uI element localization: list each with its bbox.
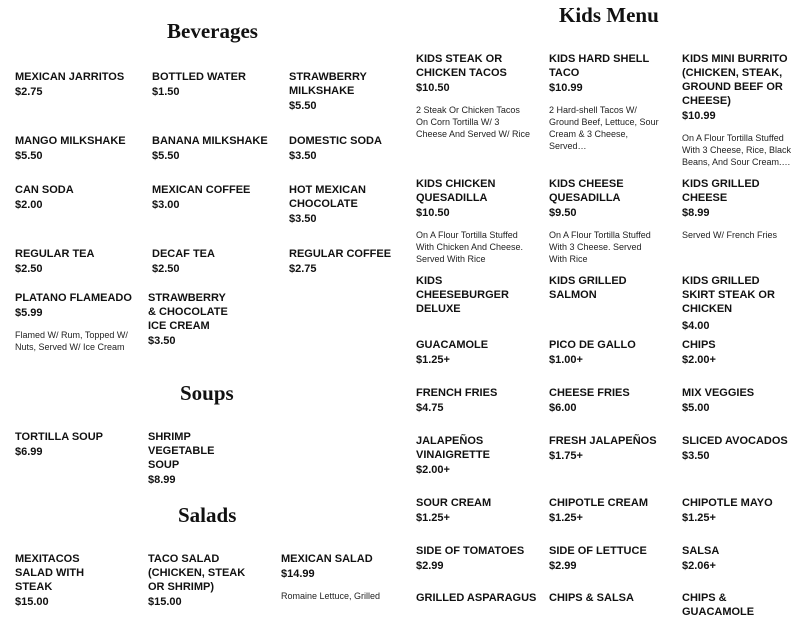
menu-item-mexitacos-salad[interactable] <box>15 552 115 609</box>
item-name: KIDS HARD SHELL TACO <box>549 53 650 79</box>
item-price: $2.99 <box>549 560 577 572</box>
item-name: KIDS GRILLED CHEESE <box>682 178 760 204</box>
menu-item-chips-and-salsa[interactable] <box>549 591 674 605</box>
menu-item-jalapenos-vinaigrette[interactable] <box>416 434 516 477</box>
item-price: $3.50 <box>289 150 317 162</box>
item-price: $1.25+ <box>549 512 583 524</box>
item-description: On A Flour Tortilla Stuffed With 3 Cheese. Served With Rice <box>549 230 651 264</box>
item-price: $10.99 <box>682 110 716 122</box>
item-name: KIDS CHICKEN QUESADILLA <box>416 178 496 204</box>
item-description: Served W/ French Fries <box>682 230 778 240</box>
item-price: $3.50 <box>289 213 317 225</box>
menu-item-can-soda[interactable] <box>15 183 140 212</box>
item-price: $14.99 <box>281 568 315 580</box>
item-price: $9.50 <box>549 207 577 219</box>
menu-item-mango-milkshake[interactable] <box>15 134 140 163</box>
menu-item-sour-cream[interactable] <box>416 496 531 525</box>
menu-item-kids-chicken-quesadilla[interactable] <box>416 177 531 265</box>
item-price: $2.75 <box>15 86 43 98</box>
item-price: $1.00+ <box>549 354 583 366</box>
salads-section <box>0 545 400 608</box>
item-name: DOMESTIC SODA <box>289 135 382 147</box>
item-price: $10.99 <box>549 82 583 94</box>
item-name: CHIPS & SALSA <box>549 592 634 604</box>
item-price: $3.50 <box>682 450 710 462</box>
item-name: SHRIMP VEGETABLE SOUP <box>148 431 215 471</box>
item-name: CHIPOTLE MAYO <box>682 497 773 509</box>
item-name: CHIPS <box>682 339 716 351</box>
menu-item-shrimp-vegetable-soup[interactable] <box>148 430 248 487</box>
menu-item-mexican-jarritos[interactable] <box>15 70 140 99</box>
menu-item-decaf-tea[interactable] <box>152 247 277 276</box>
menu-item-strawberry-milkshake[interactable] <box>289 70 379 113</box>
item-name: MIX VEGGIES <box>682 387 755 399</box>
menu-item-side-of-tomatoes[interactable] <box>416 544 531 573</box>
item-name: REGULAR TEA <box>15 248 95 260</box>
item-name: SIDE OF LETTUCE <box>549 545 647 557</box>
menu-item-salsa[interactable] <box>682 544 792 573</box>
menu-item-mexican-coffee[interactable] <box>152 183 277 212</box>
menu-item-mexican-salad[interactable] <box>281 552 391 602</box>
item-description: Flamed W/ Rum, Topped W/ Nuts, Served W/ Ice Cream <box>15 330 128 352</box>
menu-item-kids-cheeseburger-deluxe[interactable] <box>416 274 531 317</box>
item-name: PICO DE GALLO <box>549 339 636 351</box>
menu-item-regular-tea[interactable] <box>15 247 140 276</box>
item-price: $2.00+ <box>682 354 716 366</box>
menu-item-chips-and-guacamole[interactable] <box>682 591 800 619</box>
item-price: $2.99 <box>416 560 444 572</box>
item-price: $3.00 <box>152 199 180 211</box>
item-name: KIDS GRILLED SALMON <box>549 275 627 301</box>
item-name: TORTILLA SOUP <box>15 431 103 443</box>
item-name: MANGO MILKSHAKE <box>15 135 126 147</box>
item-name: CAN SODA <box>15 184 74 196</box>
item-name: DECAF TEA <box>152 248 215 260</box>
item-name: SOUR CREAM <box>416 497 492 509</box>
item-price: $2.50 <box>152 263 180 275</box>
item-name: KIDS MINI BURRITO (CHICKEN, STEAK, GROUND BEEF OR CHEESE) <box>682 53 788 107</box>
item-name: STRAWBERRY & CHOCOLATE ICE CREAM <box>148 292 228 332</box>
item-name: FRENCH FRIES <box>416 387 498 399</box>
item-name: SLICED AVOCADOS <box>682 435 788 447</box>
menu-item-kids-mini-burrito[interactable] <box>682 52 792 168</box>
menu-item-kids-hard-shell-taco[interactable] <box>549 52 659 152</box>
item-name: GRILLED ASPARAGUS <box>416 592 537 604</box>
item-name: MEXICAN COFFEE <box>152 184 251 196</box>
menu-item-banana-milkshake[interactable] <box>152 134 277 163</box>
menu-item-side-of-lettuce[interactable] <box>549 544 664 573</box>
item-name: FRESH JALAPEÑOS <box>549 435 657 447</box>
item-name: HOT MEXICAN CHOCOLATE <box>289 184 366 210</box>
item-name: CHIPS & GUACAMOLE <box>682 592 755 618</box>
item-description: 2 Steak Or Chicken Tacos On Corn Tortilla W/ 3 Cheese And Served W/ Rice <box>416 105 531 139</box>
item-price: $5.50 <box>152 150 180 162</box>
item-price: $15.00 <box>148 596 182 608</box>
item-price: $1.25+ <box>416 354 450 366</box>
item-price: $5.50 <box>289 100 317 112</box>
item-price: $2.75 <box>289 263 317 275</box>
menu-item-regular-coffee[interactable] <box>289 247 399 276</box>
item-name: KIDS STEAK OR CHICKEN TACOS <box>416 53 507 79</box>
item-name: BANANA MILKSHAKE <box>152 135 268 147</box>
item-name: SALSA <box>682 545 720 557</box>
item-name: CHIPOTLE CREAM <box>549 497 648 509</box>
item-price: $2.00 <box>15 199 43 211</box>
kids-menu-heading: Kids Menu <box>559 3 659 27</box>
item-price: $5.99 <box>15 307 43 319</box>
menu-item-strawberry-chocolate-ice-cream[interactable] <box>148 291 233 348</box>
menu-item-kids-grilled-cheese[interactable] <box>682 177 797 241</box>
menu-item-cheese-fries[interactable] <box>549 386 664 415</box>
item-price: $15.00 <box>15 596 49 608</box>
menu-item-chips[interactable] <box>682 338 792 367</box>
menu-item-chipotle-cream[interactable] <box>549 496 664 525</box>
item-name: GUACAMOLE <box>416 339 489 351</box>
menu-item-kids-grilled-salmon[interactable] <box>549 274 654 303</box>
dessert-section <box>0 292 400 372</box>
item-price: $4.00 <box>682 320 710 332</box>
item-name: MEXICAN JARRITOS <box>15 71 125 83</box>
menu-item-guacamole[interactable] <box>416 338 531 367</box>
item-price: $5.00 <box>682 402 710 414</box>
menu-item-sliced-avocados[interactable] <box>682 434 792 463</box>
item-price: $2.50 <box>15 263 43 275</box>
menu-item-platano-flameado[interactable] <box>15 291 135 353</box>
item-price: $6.00 <box>549 402 577 414</box>
item-price: $2.06+ <box>682 560 716 572</box>
menu-item-taco-salad[interactable] <box>148 552 253 609</box>
menu-item-mix-veggies[interactable] <box>682 386 792 415</box>
menu-item-fresh-jalapenos[interactable] <box>549 434 664 463</box>
soups-heading: Soups <box>180 381 234 405</box>
item-price: $1.25+ <box>682 512 716 524</box>
item-price: $2.00+ <box>416 464 450 476</box>
item-name: MEXITACOS SALAD WITH STEAK <box>15 553 85 593</box>
item-description: Romaine Lettuce, Grilled <box>281 591 381 601</box>
item-name: TACO SALAD (CHICKEN, STEAK OR SHRIMP) <box>148 553 246 593</box>
menu-item-tortilla-soup[interactable] <box>15 430 140 459</box>
item-description: On A Flour Tortilla Stuffed With Chicken And Cheese. Served With Rice <box>416 230 524 264</box>
menu-item-chipotle-mayo[interactable] <box>682 496 792 525</box>
item-price: $5.50 <box>15 150 43 162</box>
item-name: PLATANO FLAMEADO <box>15 292 132 304</box>
menu-item-kids-grilled-skirt-steak[interactable] <box>682 274 792 333</box>
item-name: BOTTLED WATER <box>152 71 246 83</box>
menu-item-kids-cheese-quesadilla[interactable] <box>549 177 654 265</box>
sides-bottom-row <box>400 588 800 618</box>
item-price: $1.50 <box>152 86 180 98</box>
item-price: $1.25+ <box>416 512 450 524</box>
menu-item-hot-mexican-chocolate[interactable] <box>289 183 379 226</box>
salads-heading: Salads <box>178 503 237 527</box>
item-name: CHEESE FRIES <box>549 387 630 399</box>
item-name: MEXICAN SALAD <box>281 553 373 565</box>
item-name: STRAWBERRY MILKSHAKE <box>289 71 367 97</box>
item-price: $3.50 <box>148 335 176 347</box>
item-name: KIDS CHEESEBURGER DELUXE <box>416 275 509 315</box>
item-name: REGULAR COFFEE <box>289 248 392 260</box>
menu-item-pico-de-gallo[interactable] <box>549 338 664 367</box>
menu-item-bottled-water[interactable] <box>152 70 277 99</box>
item-description: 2 Hard-shell Tacos W/ Ground Beef, Lettuce, Sour Cream & 3 Cheese, Served… <box>549 105 659 151</box>
item-description: On A Flour Tortilla Stuffed With 3 Cheese, Rice, Black Beans, And Sour Cream.… <box>682 133 792 167</box>
item-price: $1.75+ <box>549 450 583 462</box>
item-name: SIDE OF TOMATOES <box>416 545 525 557</box>
item-price: $8.99 <box>682 207 710 219</box>
menu-item-domestic-soda[interactable] <box>289 134 399 163</box>
item-price: $10.50 <box>416 82 450 94</box>
item-price: $4.75 <box>416 402 444 414</box>
menu-item-french-fries[interactable] <box>416 386 531 415</box>
menu-item-kids-steak-chicken-tacos[interactable] <box>416 52 531 140</box>
beverages-heading: Beverages <box>167 19 258 43</box>
item-name: KIDS GRILLED SKIRT STEAK OR CHICKEN <box>682 275 775 315</box>
item-price: $8.99 <box>148 474 176 486</box>
item-name: JALAPEÑOS VINAIGRETTE <box>416 435 490 461</box>
item-name: KIDS CHEESE QUESADILLA <box>549 178 624 204</box>
item-price: $6.99 <box>15 446 43 458</box>
item-price: $10.50 <box>416 207 450 219</box>
menu-item-grilled-asparagus[interactable] <box>416 591 541 605</box>
